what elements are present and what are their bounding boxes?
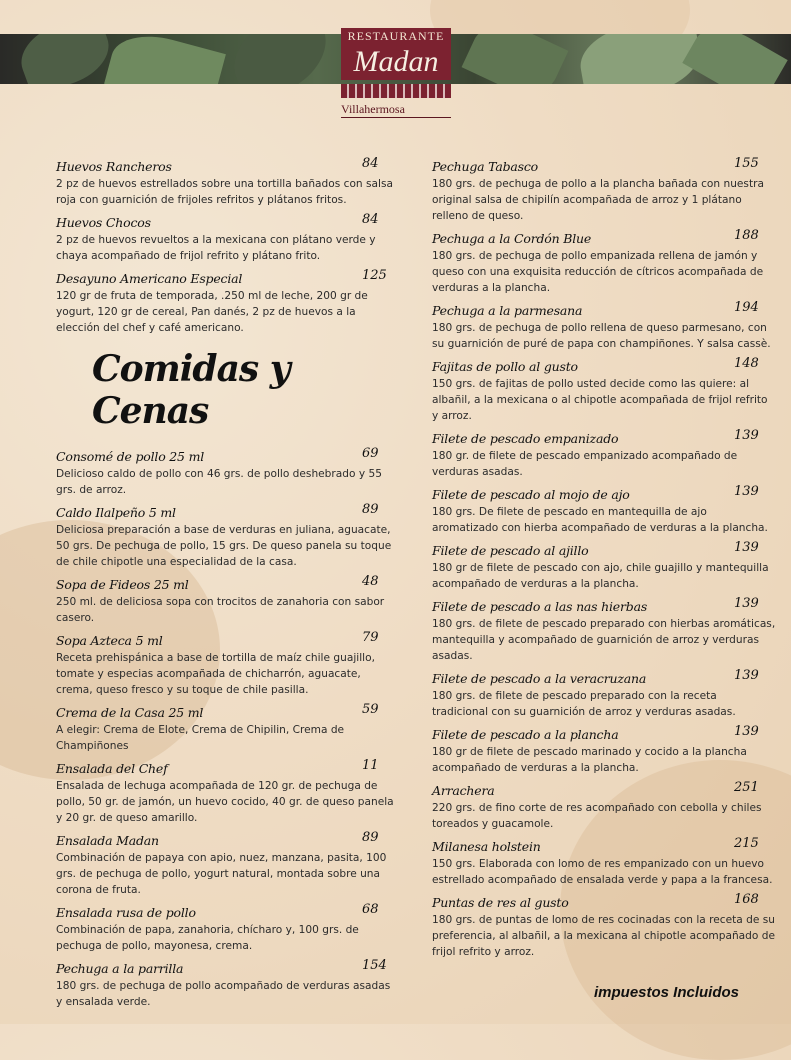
menu-item-price: 194 xyxy=(734,300,759,315)
menu-item-header xyxy=(56,958,396,978)
menu-item-name: Filete de pescado a la veracruzana xyxy=(432,671,647,686)
menu-item-description: 180 gr de filete de pescado marinado y cocido a la plancha acompañado de verduras a la plancha. xyxy=(432,746,747,774)
menu-item-description: 180 grs. de pechuga de pollo empanizada rellena de jamón y queso con una exquisita reducción de cítricos acompañada de verduras a la plancha. xyxy=(432,250,764,294)
menu-item xyxy=(432,228,776,296)
menu-item-price: 48 xyxy=(362,574,379,589)
menu-item xyxy=(56,958,396,1010)
menu-item-header xyxy=(432,228,776,248)
menu-item-header xyxy=(432,836,776,856)
menu-item-description: 2 pz de huevos estrellados sobre una tortilla bañados con salsa roja con guarnición de frijoles refritos y plátanos fritos. xyxy=(56,178,393,206)
menu-item-name: Milanesa holstein xyxy=(432,839,541,854)
menu-item-description: Ensalada de lechuga acompañada de 120 gr. de pechuga de pollo, 50 gr. de jamón, un huevo cocido, 40 gr. de queso panela y 20 gr. de queso amarillo. xyxy=(56,780,394,824)
menu-item-description: 220 grs. de fino corte de res acompañado con cebolla y chiles toreados y guacamole. xyxy=(432,802,762,830)
menu-item-price: 89 xyxy=(362,502,379,517)
taxes-note: impuestos Incluidos xyxy=(594,984,740,1001)
menu-item-price: 154 xyxy=(362,958,387,973)
menu-item-description: 180 grs. de pechuga de pollo rellena de queso parmesano, con su guarnición de puré de papa con champiñones. Y salsa cassè. xyxy=(432,322,771,350)
menu-item-header xyxy=(56,758,396,778)
menu-item-header xyxy=(56,268,396,288)
menu-item-price: 148 xyxy=(734,356,759,371)
menu-item-price: 139 xyxy=(734,428,759,443)
menu-item-name: Arrachera xyxy=(432,783,495,798)
menu-item-description: 180 grs. de filete de pescado preparado con la receta tradicional con su guarnición de arroz y verduras asadas. xyxy=(432,690,736,718)
menu-item xyxy=(56,758,396,826)
leaf-decoration xyxy=(104,34,226,84)
menu-item-header xyxy=(432,724,776,744)
menu-item-name: Ensalada del Chef xyxy=(56,761,168,776)
menu-item-name: Huevos Chocos xyxy=(56,215,151,230)
menu-item xyxy=(432,668,776,720)
menu-item xyxy=(56,574,396,626)
menu-item-description: A elegir: Crema de Elote, Crema de Chipilin, Crema de Champiñones xyxy=(56,724,345,752)
menu-item xyxy=(56,502,396,570)
menu-item xyxy=(432,540,776,592)
menu-item-description: 180 gr de filete de pescado con ajo, chile guajillo y mantequilla acompañado de verduras a la plancha. xyxy=(432,562,769,590)
menu-item-price: 251 xyxy=(734,780,759,795)
logo-ornament xyxy=(341,84,451,98)
menu-item-price: 139 xyxy=(734,484,759,499)
menu-item-price: 59 xyxy=(362,702,379,717)
menu-item-price: 11 xyxy=(362,758,379,773)
menu-item-description: 180 grs. de puntas de lomo de res cocinadas con la receta de su preferencia, al albañil, a la mexicana al chipotle acompañado de frijol refrito y arroz. xyxy=(432,914,775,958)
menu-item-price: 139 xyxy=(734,540,759,555)
menu-item-header xyxy=(56,830,396,850)
menu-item-price: 84 xyxy=(362,156,379,171)
menu-item-price: 139 xyxy=(734,724,759,739)
menu-item-description: 180 grs. De filete de pescado en mantequilla de ajo aromatizado con hierba acompañado de verduras a la plancha. xyxy=(432,506,768,534)
menu-column-left xyxy=(56,156,396,1014)
menu-item-name: Filete de pescado al ajillo xyxy=(432,543,589,558)
menu-item-price: 79 xyxy=(362,630,379,645)
menu-item xyxy=(56,156,396,208)
menu-item xyxy=(432,300,776,352)
menu-item-price: 69 xyxy=(362,446,379,461)
menu-item-description: 180 grs. de pechuga de pollo a la plancha bañada con nuestra original salsa de chipilín acompañada de arroz y 1 plátano relleno de queso. xyxy=(432,178,764,222)
menu-item xyxy=(432,356,776,424)
menu-item xyxy=(432,780,776,832)
menu-item-header xyxy=(56,156,396,176)
menu-item xyxy=(432,156,776,224)
meals-list xyxy=(56,446,396,1010)
menu-item xyxy=(56,268,396,336)
menu-item-name: Filete de pescado a la plancha xyxy=(432,727,619,742)
leaf-decoration xyxy=(219,34,341,84)
menu-item xyxy=(432,484,776,536)
menu-item xyxy=(56,702,396,754)
menu-item-name: Consomé de pollo 25 ml xyxy=(56,449,205,464)
menu-item-price: 168 xyxy=(734,892,759,907)
menu-item xyxy=(432,892,776,960)
menu-item-name: Ensalada Madan xyxy=(56,833,159,848)
menu-item xyxy=(56,902,396,954)
menu-item-name: Filete de pescado a las nas hierbas xyxy=(432,599,648,614)
menu-column-right xyxy=(432,156,776,964)
menu-item-description: Deliciosa preparación a base de verduras en juliana, aguacate, 50 grs. De pechuga de pollo, 15 grs. De queso panela su toque de chile chipotle una especialidad de la casa. xyxy=(56,524,392,568)
menu-item-description: 180 grs. de pechuga de pollo acompañado de verduras asadas y ensalada verde. xyxy=(56,980,391,1008)
menu-item-price: 155 xyxy=(734,156,759,171)
menu-item-name: Crema de la Casa 25 ml xyxy=(56,705,204,720)
menu-item-header xyxy=(432,668,776,688)
menu-item-header xyxy=(56,902,396,922)
leaf-decoration xyxy=(12,34,117,84)
menu-item-header xyxy=(56,502,396,522)
menu-item-name: Ensalada rusa de pollo xyxy=(56,905,196,920)
menu-item-header xyxy=(432,156,776,176)
menu-item-description: 150 grs. de fajitas de pollo usted decide como las quiere: al albañil, a la mexicana o al chipotle acompañada de frijol refrito y arroz. xyxy=(432,378,768,422)
menu-item-description: 150 grs. Elaborada con lomo de res empanizado con un huevo estrellado acompañado de ensalada verde y papa a la francesa. xyxy=(432,858,773,886)
menu-item-header xyxy=(56,212,396,232)
restaurant-logo xyxy=(338,28,454,122)
menu-item-header xyxy=(432,484,776,504)
menu-item-name: Filete de pescado empanizado xyxy=(432,431,619,446)
menu-item-name: Sopa de Fideos 25 ml xyxy=(56,577,189,592)
menu-item-name: Puntas de res al gusto xyxy=(432,895,569,910)
menu-item-name: Huevos Rancheros xyxy=(56,159,172,174)
leaf-decoration xyxy=(462,34,569,84)
menu-item-header xyxy=(432,428,776,448)
menu-item-description: 180 grs. de filete de pescado preparado con hierbas aromáticas, mantequilla y acompañado de guarnición de arroz y verduras asadas. xyxy=(432,618,776,662)
menu-item-price: 84 xyxy=(362,212,379,227)
menu-item xyxy=(432,596,776,664)
menu-item-price: 139 xyxy=(734,668,759,683)
menu-item xyxy=(432,724,776,776)
menu-item-header xyxy=(432,356,776,376)
menu-item xyxy=(56,212,396,264)
menu-item-header xyxy=(56,630,396,650)
logo-top-text: RESTAURANTE xyxy=(341,28,451,45)
menu-item-description: 2 pz de huevos revueltos a la mexicana con plátano verde y chaya acompañado de frijol refrito y plátano frito. xyxy=(56,234,376,262)
menu-item-description: 250 ml. de deliciosa sopa con trocitos de zanahoria con sabor casero. xyxy=(56,596,385,624)
section-title: Comidas y Cenas xyxy=(92,348,290,432)
menu-item-name: Sopa Azteca 5 ml xyxy=(56,633,163,648)
menu-item-header xyxy=(56,702,396,722)
logo-name: Madan xyxy=(341,44,451,80)
menu-item-name: Pechuga a la parrilla xyxy=(56,961,184,976)
menu-item-price: 139 xyxy=(734,596,759,611)
menu-item xyxy=(432,836,776,888)
menu-item xyxy=(432,428,776,480)
mains-list xyxy=(432,156,776,960)
menu-item-name: Pechuga a la Cordón Blue xyxy=(432,231,592,246)
menu-item-description: Combinación de papaya con apio, nuez, manzana, pasita, 100 grs. de pechuga de pollo, yogurt natural, montada sobre una corona de fruta. xyxy=(56,852,387,896)
menu-item xyxy=(56,830,396,898)
menu-item xyxy=(56,446,396,498)
menu-item-description: Combinación de papa, zanahoria, chícharo y, 100 grs. de pechuga de pollo, mayonesa, crema. xyxy=(56,924,359,952)
menu-item-name: Caldo Ilalpeño 5 ml xyxy=(56,505,176,520)
menu-item xyxy=(56,630,396,698)
menu-item-header xyxy=(56,574,396,594)
leaf-decoration xyxy=(682,34,787,84)
menu-item-price: 125 xyxy=(362,268,387,283)
menu-item-header xyxy=(432,540,776,560)
logo-city: Villahermosa xyxy=(341,102,451,118)
menu-item-price: 188 xyxy=(734,228,759,243)
menu-item-description: 180 gr. de filete de pescado empanizado acompañado de verduras asadas. xyxy=(432,450,738,478)
menu-item-name: Fajitas de pollo al gusto xyxy=(432,359,578,374)
menu-item-header xyxy=(56,446,396,466)
menu-item-price: 68 xyxy=(362,902,379,917)
menu-item-header xyxy=(432,596,776,616)
menu-item-description: Delicioso caldo de pollo con 46 grs. de pollo deshebrado y 55 grs. de arroz. xyxy=(56,468,382,496)
menu-item-description: 120 gr de fruta de temporada, .250 ml de leche, 200 gr de yogurt, 120 gr de cereal, Pan danés, 2 pz de huevos a la elección del chef y café americano. xyxy=(56,290,368,334)
breakfast-list xyxy=(56,156,396,336)
menu-item-name: Desayuno Americano Especial xyxy=(56,271,243,286)
menu-item-header xyxy=(432,300,776,320)
menu-item-description: Receta prehispánica a base de tortilla de maíz chile guajillo, tomate y especias acompañada de chicharrón, aguacate, crema, queso fresco y su toque de chile pasilla. xyxy=(56,652,375,696)
menu-item-header xyxy=(432,892,776,912)
menu-item-name: Filete de pescado al mojo de ajo xyxy=(432,487,630,502)
menu-item-price: 89 xyxy=(362,830,379,845)
menu-item-name: Pechuga Tabasco xyxy=(432,159,538,174)
menu-item-price: 215 xyxy=(734,836,759,851)
menu-item-header xyxy=(432,780,776,800)
menu-item-name: Pechuga a la parmesana xyxy=(432,303,583,318)
